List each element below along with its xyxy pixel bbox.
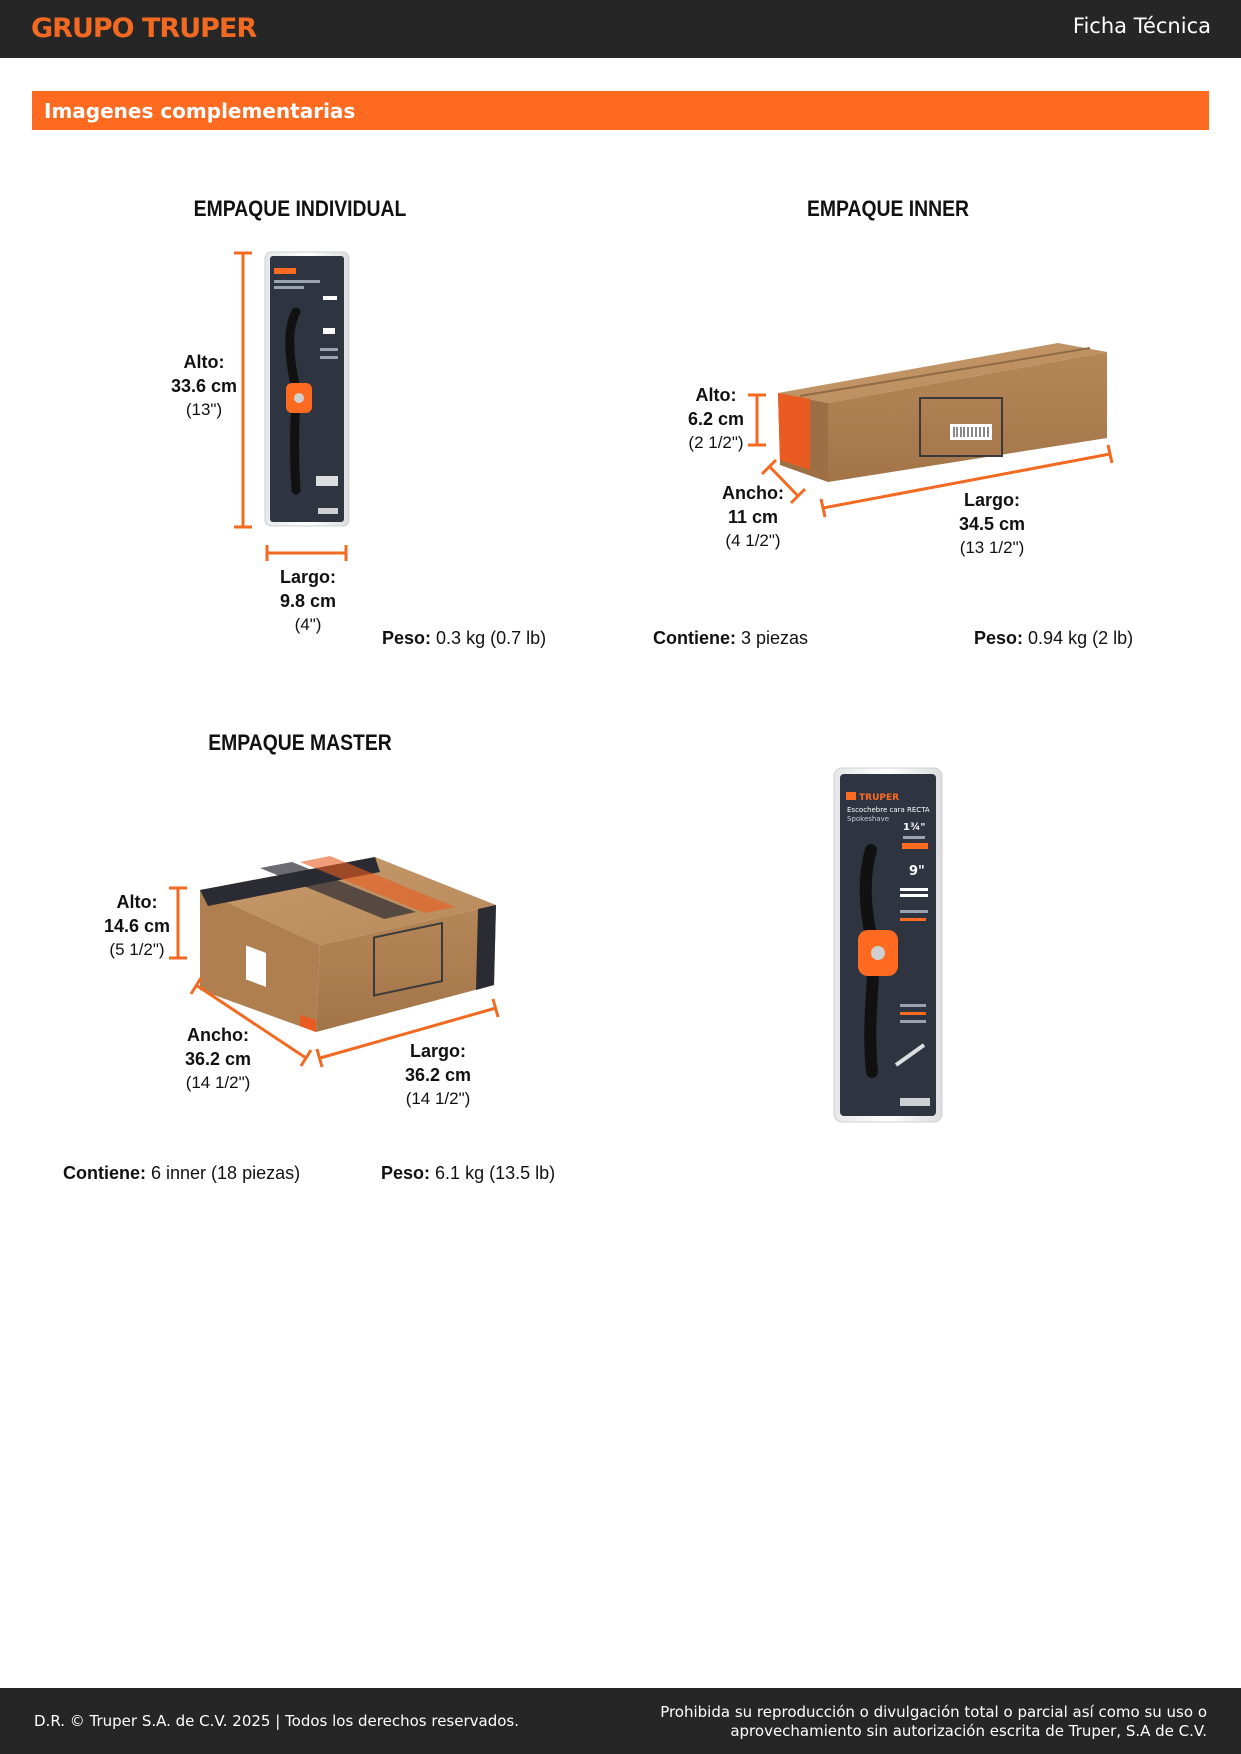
grupo-truper-logo: GRUPO TRUPER xyxy=(31,13,257,44)
page-footer xyxy=(0,1688,1241,1754)
product-name: Escochebre cara RECTA xyxy=(847,806,930,814)
master-largo-label: Largo: 36.2 cm (14 1/2") xyxy=(404,1041,472,1108)
inner-box-image xyxy=(778,343,1107,482)
product-brand: TRUPER xyxy=(859,793,900,803)
master-package-title: EMPAQUE MASTER xyxy=(208,730,392,755)
product-package-image xyxy=(834,768,942,1122)
inner-weight: Peso: 0.94 kg (2 lb) xyxy=(974,628,1134,648)
copyright-notice: D.R. © Truper S.A. de C.V. 2025 | Todos los derechos reservados. xyxy=(34,1712,519,1730)
individual-package-title: EMPAQUE INDIVIDUAL xyxy=(193,196,407,221)
legal-notice: Prohibida su reproducción o divulgación total o parcial así como su uso o aprovechamiento sin autorización escrita de Truper, S.A de C.V. xyxy=(660,1703,1207,1740)
inner-ancho-label: Ancho: 11 cm (4 1/2") xyxy=(722,483,784,550)
product-size-1: 1¾" xyxy=(903,822,926,833)
individual-package-image xyxy=(265,252,349,526)
master-ancho-label: Ancho: 36.2 cm (14 1/2") xyxy=(184,1025,252,1092)
individual-weight: Peso: 0.3 kg (0.7 lb) xyxy=(382,628,547,648)
master-alto-label: Alto: 14.6 cm (5 1/2") xyxy=(103,892,171,959)
individual-alto-label: Alto: 33.6 cm (13") xyxy=(170,352,238,419)
document-title: Ficha Técnica xyxy=(1072,14,1211,38)
inner-contents: Contiene: 3 piezas xyxy=(653,628,809,648)
section-banner-label: Imagenes complementarias xyxy=(44,99,356,123)
inner-package-title: EMPAQUE INNER xyxy=(806,196,970,221)
product-name-en: Spokeshave xyxy=(847,815,890,823)
master-box-image xyxy=(200,856,496,1032)
individual-largo-label: Largo: 9.8 cm (4") xyxy=(279,567,337,634)
inner-alto-label: Alto: 6.2 cm (2 1/2") xyxy=(687,385,745,452)
inner-largo-label: Largo: 34.5 cm (13 1/2") xyxy=(958,490,1026,557)
master-weight: Peso: 6.1 kg (13.5 lb) xyxy=(381,1163,556,1183)
product-size-2: 9" xyxy=(909,864,925,879)
master-contents: Contiene: 6 inner (18 piezas) xyxy=(63,1163,301,1183)
